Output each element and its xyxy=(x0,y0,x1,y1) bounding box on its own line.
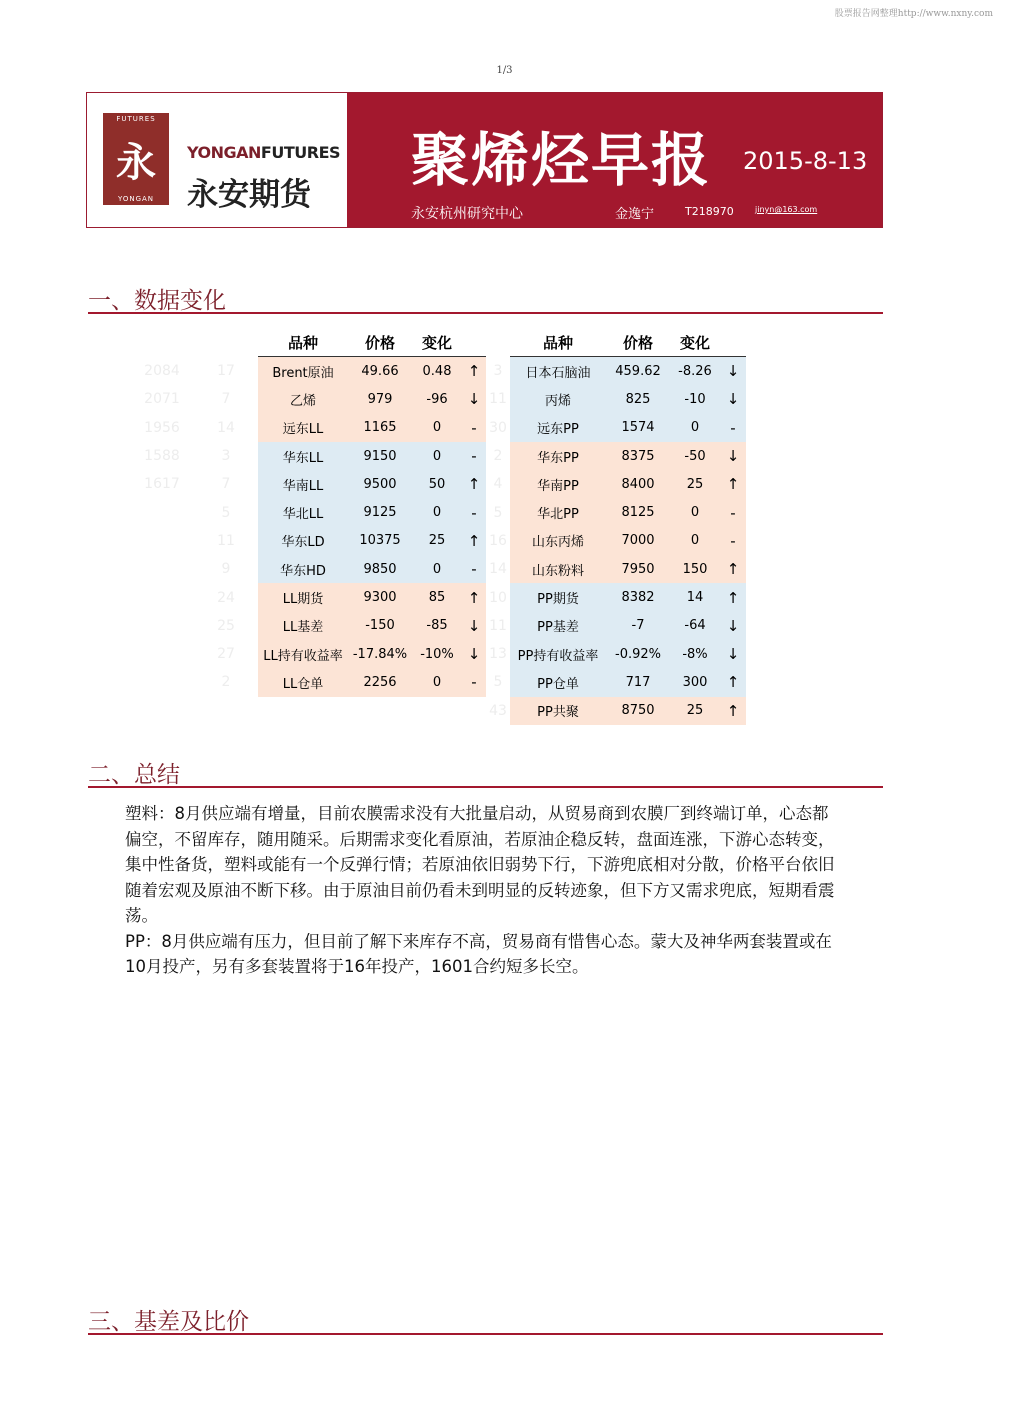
trend-arrow-icon: ↓ xyxy=(720,612,746,640)
trend-arrow-icon: - xyxy=(462,555,486,583)
variety-name: 华南LL xyxy=(258,470,348,498)
ghost-value: 43 xyxy=(486,697,510,725)
trend-arrow-icon: - xyxy=(462,668,486,696)
price-value: 459.62 xyxy=(606,357,670,386)
logo-en-red: YONGAN xyxy=(187,143,261,162)
ghost-value: 2 xyxy=(194,668,258,696)
ghost-value xyxy=(130,668,194,696)
ghost-header xyxy=(486,328,510,357)
ghost-value: 13 xyxy=(486,640,510,668)
table-row xyxy=(130,668,486,696)
ghost-value: 3 xyxy=(194,442,258,470)
department: 永安杭州研究中心 xyxy=(411,206,523,222)
change-value: 0 xyxy=(412,442,462,470)
change-value: 300 xyxy=(670,668,720,696)
table-row xyxy=(486,385,746,413)
logo-english xyxy=(187,143,340,162)
price-value: 8375 xyxy=(606,442,670,470)
table-row xyxy=(130,442,486,470)
price-value: 717 xyxy=(606,668,670,696)
data-table-left xyxy=(130,328,486,697)
ghost-value xyxy=(130,640,194,668)
ghost-value: 7 xyxy=(194,470,258,498)
variety-name: 远东LL xyxy=(258,414,348,442)
ghost-value: 2084 xyxy=(130,357,194,386)
change-value: 0.48 xyxy=(412,357,462,386)
ghost-value: 24 xyxy=(194,583,258,611)
price-value: 1574 xyxy=(606,414,670,442)
change-value: 25 xyxy=(670,470,720,498)
ghost-value xyxy=(130,527,194,555)
table-row xyxy=(130,583,486,611)
change-value: 0 xyxy=(412,668,462,696)
ghost-value: 30 xyxy=(486,414,510,442)
change-value: -64 xyxy=(670,612,720,640)
variety-name: PP持有收益率 xyxy=(510,640,606,668)
trend-arrow-icon: ↑ xyxy=(720,697,746,725)
table-row xyxy=(130,414,486,442)
trend-arrow-icon: ↑ xyxy=(720,668,746,696)
ghost-value: 11 xyxy=(486,385,510,413)
change-value: -8.26 xyxy=(670,357,720,386)
change-value: 0 xyxy=(412,498,462,526)
price-value: 1165 xyxy=(348,414,412,442)
change-value: -10 xyxy=(670,385,720,413)
ghost-value: 2 xyxy=(486,442,510,470)
ghost-value: 17 xyxy=(194,357,258,386)
ghost-value: 2071 xyxy=(130,385,194,413)
ghost-header xyxy=(130,328,194,357)
variety-name: 华东HD xyxy=(258,555,348,583)
ghost-value: 7 xyxy=(194,385,258,413)
summary-pp: PP：8月供应端有压力，但目前了解下来库存不高，贸易商有惜售心态。蒙大及神华两套装置或在10月投产，另有多套装置将于16年投产，1601合约短多长空。 xyxy=(125,931,832,976)
ghost-header xyxy=(194,328,258,357)
variety-name: 华北PP xyxy=(510,498,606,526)
section-heading-summary: 二、总结 xyxy=(88,756,883,788)
variety-name: 山东粉料 xyxy=(510,555,606,583)
trend-arrow-icon: ↑ xyxy=(720,470,746,498)
ghost-value: 1588 xyxy=(130,442,194,470)
price-value: 8125 xyxy=(606,498,670,526)
variety-name: 丙烯 xyxy=(510,385,606,413)
price-value: 8382 xyxy=(606,583,670,611)
ghost-value: 1617 xyxy=(130,470,194,498)
variety-name: LL仓单 xyxy=(258,668,348,696)
logo-glyph: 永 xyxy=(116,140,156,186)
change-value: 0 xyxy=(412,555,462,583)
ghost-value xyxy=(130,498,194,526)
price-value: 825 xyxy=(606,385,670,413)
trend-arrow-icon: - xyxy=(720,527,746,555)
price-value: 8750 xyxy=(606,697,670,725)
table-row xyxy=(130,612,486,640)
ghost-value: 5 xyxy=(486,498,510,526)
page-number: 1/3 xyxy=(496,65,513,76)
ghost-value: 3 xyxy=(486,357,510,386)
ghost-value: 14 xyxy=(194,414,258,442)
summary-text xyxy=(125,801,835,980)
table-row xyxy=(486,357,746,386)
trend-arrow-icon: ↓ xyxy=(720,640,746,668)
variety-name: PP共聚 xyxy=(510,697,606,725)
variety-name: 山东丙烯 xyxy=(510,527,606,555)
trend-arrow-icon: ↓ xyxy=(720,357,746,386)
ghost-value: 16 xyxy=(486,527,510,555)
price-value: 979 xyxy=(348,385,412,413)
table-row xyxy=(486,498,746,526)
change-value: 150 xyxy=(670,555,720,583)
change-value: 50 xyxy=(412,470,462,498)
author: 金逸宁 xyxy=(615,207,655,222)
col-header-arrow xyxy=(462,328,486,357)
trend-arrow-icon: - xyxy=(462,414,486,442)
trend-arrow-icon: ↑ xyxy=(462,527,486,555)
price-value: -17.84% xyxy=(348,640,412,668)
report-date: 2015-8-13 xyxy=(743,147,868,175)
change-value: 0 xyxy=(670,527,720,555)
trend-arrow-icon: - xyxy=(720,414,746,442)
price-value: -7 xyxy=(606,612,670,640)
change-value: 0 xyxy=(670,498,720,526)
trend-arrow-icon: ↓ xyxy=(462,385,486,413)
ghost-value: 11 xyxy=(486,612,510,640)
col-header-variety: 品种 xyxy=(258,328,348,357)
trend-arrow-icon: ↑ xyxy=(462,357,486,386)
title-banner xyxy=(347,93,882,227)
col-header-change: 变化 xyxy=(670,328,720,357)
report-title: 聚烯烃早报 xyxy=(411,126,712,194)
ghost-value xyxy=(130,612,194,640)
trend-arrow-icon: ↑ xyxy=(720,583,746,611)
variety-name: 远东PP xyxy=(510,414,606,442)
table-row xyxy=(486,414,746,442)
table-row xyxy=(130,555,486,583)
change-value: 25 xyxy=(670,697,720,725)
table-row xyxy=(486,583,746,611)
table-row xyxy=(486,555,746,583)
table-row xyxy=(486,668,746,696)
price-value: 2256 xyxy=(348,668,412,696)
ghost-value: 14 xyxy=(486,555,510,583)
table-row xyxy=(486,612,746,640)
price-value: 7000 xyxy=(606,527,670,555)
summary-plastic: 塑料：8月供应端有增量，目前农膜需求没有大批量启动，从贸易商到农膜厂到终端订单，心态都偏空，不留库存，随用随采。后期需求变化看原油，若原油企稳反转，盘面连涨，下游心态转变，集中性备货，塑料或能有一个反弹行情；若原油依旧弱势下行，下游兜底相对分散，价格平台依旧随着宏观及原油不断下移。由于原油目前仍看未到明显的反转迹象，但下方又需求兜底，短期看震荡。 xyxy=(125,804,835,925)
change-value: -85 xyxy=(412,612,462,640)
data-table-right xyxy=(486,328,746,725)
logo-mark-top: FUTURES xyxy=(116,115,156,123)
ghost-value: 1956 xyxy=(130,414,194,442)
variety-name: LL持有收益率 xyxy=(258,640,348,668)
logo-chinese: 永安期货 xyxy=(187,177,311,213)
trend-arrow-icon: - xyxy=(720,498,746,526)
section-heading-basis: 三、基差及比价 xyxy=(88,1303,883,1335)
change-value: 14 xyxy=(670,583,720,611)
change-value: 0 xyxy=(412,414,462,442)
table-row xyxy=(486,697,746,725)
price-value: -150 xyxy=(348,612,412,640)
change-value: 85 xyxy=(412,583,462,611)
watermark: 股票报告网整理http://www.nxny.com xyxy=(834,9,993,19)
variety-name: 华东LD xyxy=(258,527,348,555)
variety-name: 华南PP xyxy=(510,470,606,498)
change-value: -96 xyxy=(412,385,462,413)
col-header-price: 价格 xyxy=(348,328,412,357)
change-value: -50 xyxy=(670,442,720,470)
logo-mark xyxy=(103,113,169,205)
price-value: -0.92% xyxy=(606,640,670,668)
table-row xyxy=(486,442,746,470)
ghost-value xyxy=(130,583,194,611)
price-value: 8400 xyxy=(606,470,670,498)
trend-arrow-icon: ↓ xyxy=(462,640,486,668)
table-row xyxy=(130,527,486,555)
variety-name: 日本石脑油 xyxy=(510,357,606,386)
table-row xyxy=(130,498,486,526)
ghost-value: 27 xyxy=(194,640,258,668)
variety-name: PP基差 xyxy=(510,612,606,640)
trend-arrow-icon: ↑ xyxy=(462,470,486,498)
variety-name: PP期货 xyxy=(510,583,606,611)
table-row xyxy=(486,640,746,668)
table-row xyxy=(486,527,746,555)
trend-arrow-icon: - xyxy=(462,498,486,526)
variety-name: LL期货 xyxy=(258,583,348,611)
ghost-value: 11 xyxy=(194,527,258,555)
variety-name: 乙烯 xyxy=(258,385,348,413)
price-value: 9300 xyxy=(348,583,412,611)
certificate-number: T218970 xyxy=(685,205,734,218)
col-header-variety: 品种 xyxy=(510,328,606,357)
variety-name: Brent原油 xyxy=(258,357,348,386)
trend-arrow-icon: ↑ xyxy=(720,555,746,583)
col-header-price: 价格 xyxy=(606,328,670,357)
price-value: 49.66 xyxy=(348,357,412,386)
col-header-change: 变化 xyxy=(412,328,462,357)
ghost-value: 10 xyxy=(486,583,510,611)
price-value: 9125 xyxy=(348,498,412,526)
ghost-value: 4 xyxy=(486,470,510,498)
table-row xyxy=(130,470,486,498)
price-value: 9150 xyxy=(348,442,412,470)
trend-arrow-icon: - xyxy=(462,442,486,470)
price-value: 9850 xyxy=(348,555,412,583)
ghost-value xyxy=(130,555,194,583)
price-value: 10375 xyxy=(348,527,412,555)
change-value: 0 xyxy=(670,414,720,442)
table-row xyxy=(486,470,746,498)
variety-name: 华东LL xyxy=(258,442,348,470)
logo-mark-bottom: YONGAN xyxy=(117,195,155,203)
change-value: 25 xyxy=(412,527,462,555)
table-row xyxy=(130,640,486,668)
variety-name: LL基差 xyxy=(258,612,348,640)
variety-name: PP仓单 xyxy=(510,668,606,696)
section-heading-data: 一、数据变化 xyxy=(88,282,883,314)
variety-name: 华北LL xyxy=(258,498,348,526)
table-row xyxy=(130,385,486,413)
ghost-value: 9 xyxy=(194,555,258,583)
change-value: -8% xyxy=(670,640,720,668)
email-link[interactable]: jinyn@163.com xyxy=(755,205,818,214)
table-row xyxy=(130,357,486,386)
variety-name: 华东PP xyxy=(510,442,606,470)
price-value: 9500 xyxy=(348,470,412,498)
trend-arrow-icon: ↑ xyxy=(462,583,486,611)
logo xyxy=(87,93,347,227)
trend-arrow-icon: ↓ xyxy=(720,442,746,470)
report-header xyxy=(86,92,883,228)
trend-arrow-icon: ↓ xyxy=(720,385,746,413)
col-header-arrow xyxy=(720,328,746,357)
price-value: 7950 xyxy=(606,555,670,583)
ghost-value: 5 xyxy=(194,498,258,526)
logo-en-black: FUTURES xyxy=(260,143,341,162)
change-value: -10% xyxy=(412,640,462,668)
trend-arrow-icon: ↓ xyxy=(462,612,486,640)
ghost-value: 25 xyxy=(194,612,258,640)
ghost-value: 5 xyxy=(486,668,510,696)
